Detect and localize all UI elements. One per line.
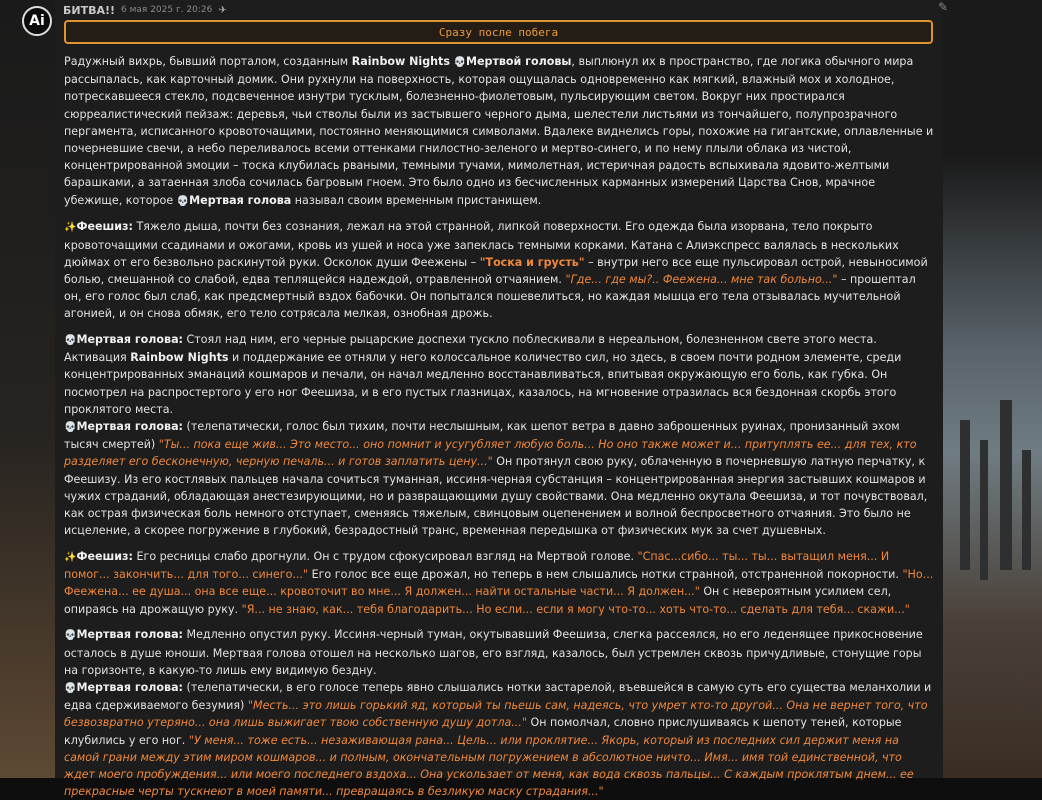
bold-run: Rainbow Nights [130, 351, 229, 365]
post-date: 6 мая 2025 г. 20:26 [121, 5, 213, 15]
avatar-icon: Ai [29, 13, 45, 29]
bold-run: Мертвая голова [189, 193, 292, 207]
edit-icon[interactable]: ✎ [938, 0, 949, 14]
sparkles-icon: ✨ [64, 222, 77, 234]
paragraph [64, 679, 936, 800]
skull-icon: 💀 [176, 195, 190, 207]
paragraph [64, 626, 936, 679]
quote-italic-run: "У меня... тоже есть... незаживающая рана... Цель... или проклятие... Якорь, который из последних сил держит меня на самой грани между этим миром кошмаров... и полным, окончательным погружением в абсолютное ничто... Имя... имя той единственной, что ждет моего пробуждения... или моего последнего вздоха... Она ускользает от меня, как вода сквозь пальцы... С каждым проклятым днем... ее прекрасные черты тускнеют в моей памяти... превращаясь в безликую маску страдания..." [64, 733, 914, 799]
pin-icon[interactable]: ✈ [218, 4, 227, 16]
text-run: Медленно опустил руку. Иссиня-черный туман, окутывавший Феешиза, слегка рассеялся, но его леденящее прикосновение осталось в душе юноши. Мертвая голова отошел на несколько шагов, его взгляд, казалось, был устремлен сквозь причудливые, стонущие горы на горизонте, в какую-то лишь ему видимую бездну. [64, 628, 923, 677]
text-run: Радужный вихрь, бывший порталом, созданным [64, 55, 352, 68]
post-banner [64, 20, 933, 44]
paragraph [64, 548, 936, 618]
banner-title: Сразу после побега [438, 25, 559, 39]
background-right [940, 0, 1042, 778]
skull-icon: 💀 [64, 335, 77, 347]
post-author[interactable]: БИТВА!! [63, 3, 116, 17]
text-run: (телепатически, голос был тихим, почти неслышным, как шепот ветра в давно заброшенных руинах, пронизанный эхом тысяч смертей) [64, 420, 900, 452]
background-left [0, 0, 60, 778]
text-run: Стоял над ним, его черные рыцарские доспехи тускло поблескивали в нереальном, болезненном свете этого места. Активация [64, 333, 877, 365]
text-run: Тяжело дыша, почти без сознания, лежал на этой странной, липкой поверхности. Его одежда была изорвана, тело покрыто кровоточащими ссадинами и ожогами, кровь из ушей и носа уже запеклась темными корками. Катана с Алиэкспресс валялась в нескольких дюймах от его безвольно раскинутой руки. Осколок души Феежены – [64, 220, 899, 269]
quote-run: "Я... не знаю, как... тебя благодарить... Но если... если я могу что-то... хоть что-то... сделать для тебя... скажи..." [241, 602, 910, 616]
skull-icon: 💀 [453, 57, 466, 68]
bold-run: Мертвая голова: [76, 680, 183, 694]
paragraph [64, 418, 936, 539]
bold-run: Мертвая голова: [76, 628, 183, 642]
quote-italic-run: "Ты... пока еще жив... Это место... оно помнит и усугубляет любую боль... Но оно также может и... притуплять ее... для тех, кто разделяет его бесконечную, черную печаль... и готов заплатить цену..." [64, 438, 917, 469]
quote-run: "Спас...сибо... ты... ты... вытащил меня... И помог... закончить... для того... синего..." [64, 549, 890, 582]
paragraph [64, 53, 936, 210]
post-header [63, 2, 227, 18]
skull-icon: 💀 [64, 682, 77, 694]
quote-run: "Но... Феежена... ее душа... она все еще... кровоточит во мне... Я должен... найти остальные части... Я должен..." [64, 568, 934, 599]
quote-italic-run: "Месть... это лишь горький яд, который ты пьешь сам, надеясь, что умрет кто-то другой... Она не вернет того, что безвозвратно утеряно... она лишь выжигает твою собственную душу дотла..." [64, 699, 928, 730]
quote-bold-run: "Тоска и грусть" [479, 255, 585, 269]
skull-icon: 💀 [64, 630, 77, 642]
avatar[interactable] [22, 6, 52, 36]
paragraph [64, 331, 936, 418]
text-run: (телепатически, в его голосе теперь явно слышались нотки застарелой, въевшейся в самую суть его существа меланхолии и едва сдерживаемого безумия) [64, 680, 932, 713]
text-run: Он помолчал, словно прислушиваясь к шепоту теней, которые клубились у его ног. [64, 716, 902, 747]
bold-run: Феешиз: [76, 549, 133, 563]
text-run: Он протянул свою руку, облаченную в почерневшую латную перчатку, к Феешизу. Из его костлявых пальцев начала сочиться туманная, иссиня-черная субстанция – концентрированная энергия застывших кошмаров и чужих страданий, обладающая анестезирующими, но и развращающими душу свойствами. Она медленно окутала Феешиза, и тот почувствовал, как острая физическая боль немного отступает, сменяясь тяжелым, свинцовым оцепенением и волной беспросветного отчаяния. Это было не исцеление, а скорее погружение в глубокий, безрадостный транс, временная передышка от физических мук за счет душевных. [64, 455, 928, 538]
sparkles-icon: ✨ [64, 551, 77, 563]
bold-run: Мертвая голова: [76, 420, 183, 434]
post-content [64, 53, 936, 800]
paragraph [64, 218, 936, 322]
bold-run: Rainbow Nights [351, 55, 450, 68]
text-run: , выплюнул их в пространство, где логика обычного мира рассыпалась, как карточный домик. Они рухнули на поверхность, которая ощущалась одновременно как мягкий, влажный мох и холодное, потрескавшееся стекло, подсвеченное изнутри тусклым, болезненно-фиолетовым, пульсирующим светом. Вокруг них простирался сюрреалистический пейзаж: деревья, чьи стволы были из застывшего черного дыма, шелестели листьями из тончайшего, полупрозрачного пергамента, исписанного кровоточащими, постоянно меняющимися символами. Вдалеке виднелись горы, похожие на гигантские, оплавленные и почерневшие свечи, а небо переливалось всеми оттенками гнилостно-зеленого и мертво-синего, и по нему плыли облака из чистой, концентрированной эмоции – тоска клубилась рваными, темными тучами, мимолетная, истеричная радость вспыхивала ядовито-желтыми барашками, а затаенная злоба сочилась багровым гноем. Это было одно из бесчисленных карманных измерений Царства Снов, мрачное убежище, которое [64, 55, 934, 207]
bold-run: Мертвой головы [465, 55, 572, 68]
quote-italic-run: "Где... где мы?.. Феежена... мне так больно..." [565, 272, 838, 286]
text-run: и поддержание ее отняли у него колоссальное количество сил, но здесь, в своем почти родном элементе, среди концентрированных эманаций кошмаров и печали, он начал медленно восстанавливаться, впитывая окружающую его боль, как губка. Он посмотрел на распростертого у его ног Феешиза, и в его пустых глазницах, казалось, на мгновение отразилась вся бездонная скорбь этого проклятого места. [64, 351, 902, 416]
bold-run: Мертвая голова: [76, 333, 183, 347]
skull-icon: 💀 [64, 422, 77, 434]
text-run: называл своим временным пристанищем. [291, 193, 542, 207]
bold-run: Феешиз: [76, 220, 133, 234]
text-run: Он с невероятным усилием сел, опираясь на дрожащую руку. [64, 585, 892, 616]
text-run: Его голос все еще дрожал, но теперь в нем слышались нотки странной, отстраненной покорности. [308, 568, 903, 582]
text-run: – внутри него все еще пульсировал острой, невыносимой болью, смешанной со слабой, едва теплящейся надеждой, отравленной отчаянием. [64, 255, 928, 286]
text-run: Его ресницы слабо дрогнули. Он с трудом сфокусировал взгляд на Мертвой голове. [132, 549, 638, 563]
text-run: – прошептал он, его голос был слаб, как предсмертный вздох бабочки. Он попытался пошевелиться, но каждая мышца его тела отзывалась мучительной агонией, и он снова обмяк, его тело сотрясала мелкая, ознобная дрожь. [64, 272, 916, 321]
